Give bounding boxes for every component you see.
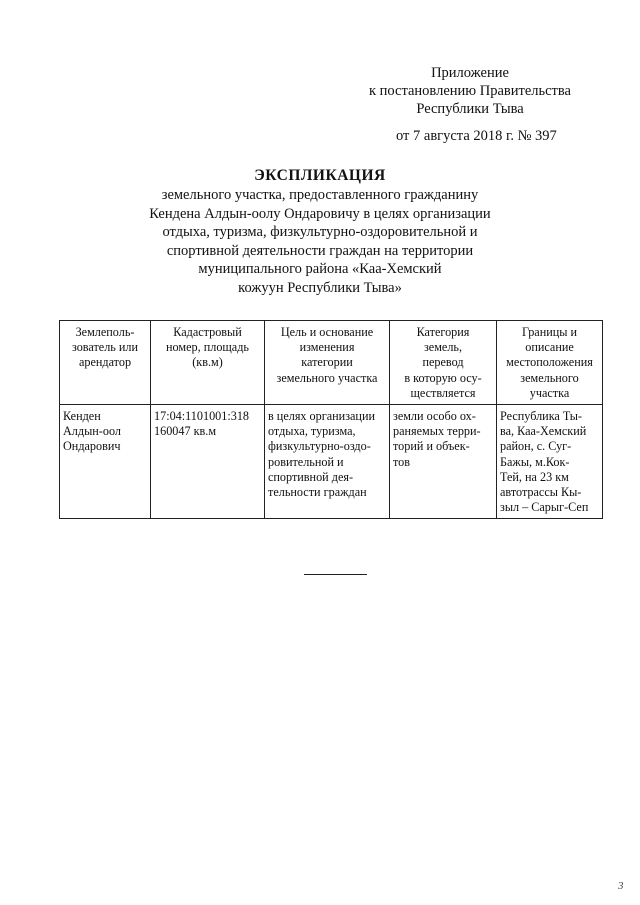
table-row	[60, 405, 603, 519]
title-block	[100, 166, 540, 298]
appendix-line: Республики Тыва	[416, 101, 524, 117]
header-land-user: Землеполь- зователь или арендатор	[60, 321, 151, 405]
explication-table	[59, 320, 603, 519]
header-purpose: Цель и основание изменения категории земельного участка	[265, 321, 390, 405]
appendix-header	[340, 64, 600, 118]
page-number: 3	[618, 880, 624, 892]
header-cadastral-number: Кадастровый номер, площадь (кв.м)	[151, 321, 265, 405]
cell-cadastral-number: 17:04:1101001:318 160047 кв.м	[151, 405, 265, 519]
header-land-category: Категория земель, перевод в которую осу- ществляется	[390, 321, 497, 405]
appendix-line: к постановлению Правительства	[369, 83, 571, 99]
cell-land-category: земли особо ох- раняемых терри- торий и объек- тов	[390, 405, 497, 519]
document-subtitle: земельного участка, предоставленного гражданину Кендена Алдын-оолу Ондаровичу в целях организации отдыха, туризма, физкультурно-оздоровительной и спортивной деятельности граждан на территории муниципального района «Каа-Хемский кожуун Республики Тыва»	[149, 187, 491, 296]
header-boundaries: Границы и описание местоположения земельного участка	[497, 321, 603, 405]
appendix-line: Приложение	[431, 65, 509, 81]
cell-purpose: в целях организации отдыха, туризма, физкультурно-оздо- ровительной и спортивной дея- тельности граждан	[265, 405, 390, 519]
document-title: ЭКСПЛИКАЦИЯ	[254, 167, 386, 184]
appendix-date: от 7 августа 2018 г. № 397	[396, 128, 557, 144]
end-divider	[304, 574, 367, 575]
table-header-row	[60, 321, 603, 405]
cell-boundaries: Республика Ты- ва, Каа-Хемский район, с. Суг- Бажы, м.Кок- Тей, на 23 км автотрассы Кы- зыл – Сарыг-Сеп	[497, 405, 603, 519]
cell-land-user: Кенден Алдын-оол Ондарович	[60, 405, 151, 519]
